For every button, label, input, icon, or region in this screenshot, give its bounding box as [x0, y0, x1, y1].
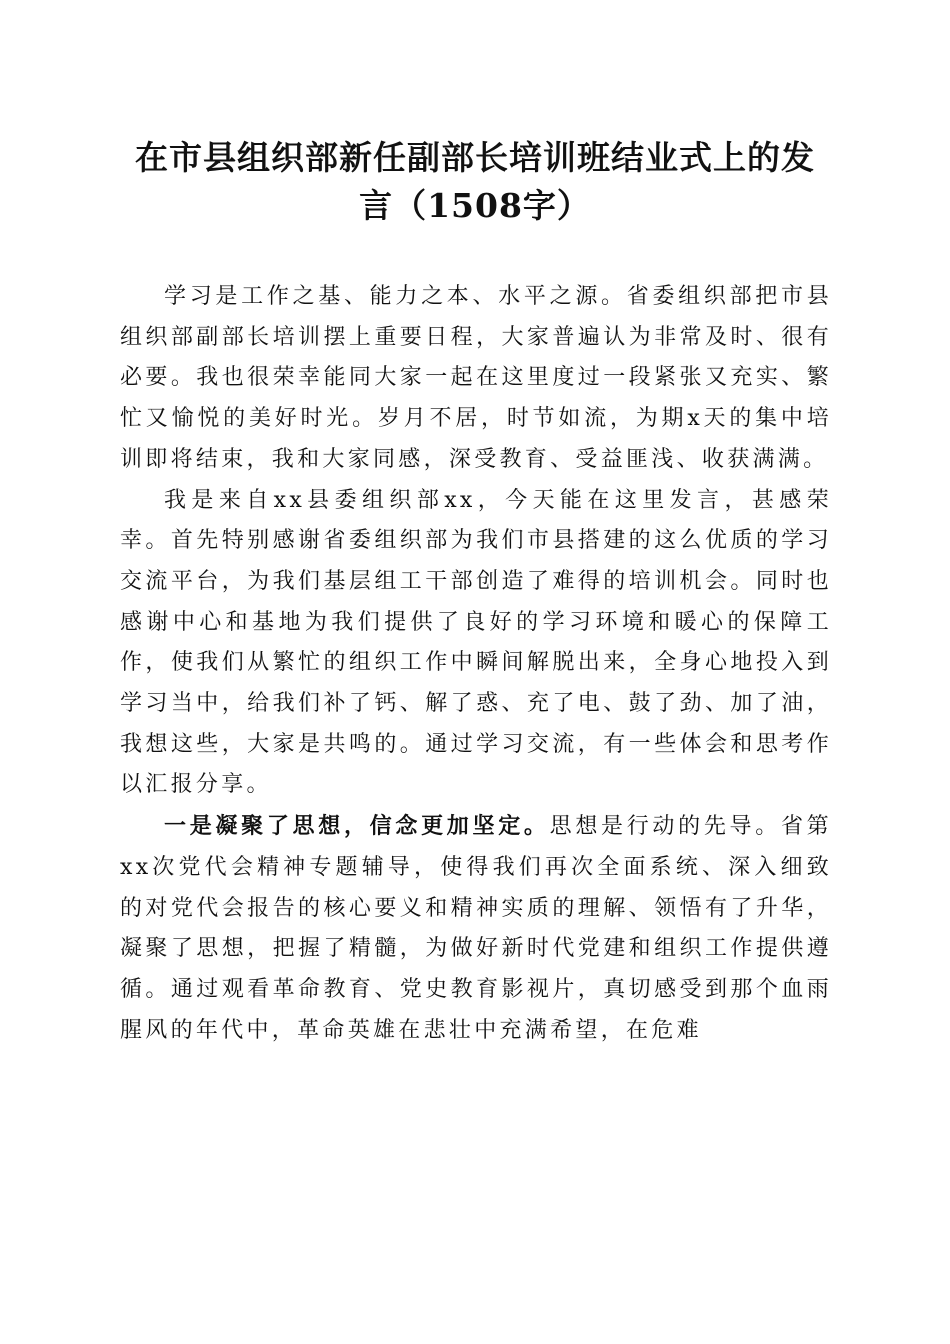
paragraph-2-text: 我是来自xx县委组织部xx，今天能在这里发言，甚感荣幸。首先特别感谢省委组织部为我们市县搭建的这么优质的学习交流平台，为我们基层组工干部创造了难得的培训机会。同时也感谢中心和基地为我们提供了良好的学习环境和暖心的保障工作，使我们从繁忙的组织工作中瞬间解脱出来，全身心地投入到学习当中，给我们补了钙、解了惑、充了电、鼓了劲、加了油，我想这些，大家是共鸣的。通过学习交流，有一些体会和思考作以汇报分享。 [120, 487, 832, 798]
title-line-2: 言（1508字） [359, 186, 591, 225]
document-title [100, 134, 850, 230]
paragraph-3-text: 思想是行动的先导。省第xx次党代会精神专题辅导，使得我们再次全面系统、深入细致的对党代会报告的核心要义和精神实质的理解、领悟有了升华，凝聚了思想，把握了精髓，为做好新时代党建和组织工作提供遵循。通过观看革命教育、党史教育影视片，真切感受到那个血雨腥风的年代中，革命英雄在悲壮中充满希望，在危难 [120, 814, 832, 1043]
paragraph-1 [120, 277, 832, 481]
document-body [120, 277, 832, 1051]
title-line-1: 在市县组织部新任副部长培训班结业式上的发 [135, 138, 815, 177]
paragraph-2 [120, 481, 832, 807]
paragraph-1-text: 学习是工作之基、能力之本、水平之源。省委组织部把市县组织部副部长培训摆上重要日程，大家普遍认为非常及时、很有必要。我也很荣幸能同大家一起在这里度过一段紧张又充实、繁忙又愉悦的美好时光。岁月不居，时节如流，为期x天的集中培训即将结束，我和大家同感，深受教育、受益匪浅、收获满满。 [120, 284, 832, 472]
paragraph-3-lead: 一是凝聚了思想，信念更加坚定。 [164, 813, 550, 840]
paragraph-3 [120, 806, 832, 1051]
